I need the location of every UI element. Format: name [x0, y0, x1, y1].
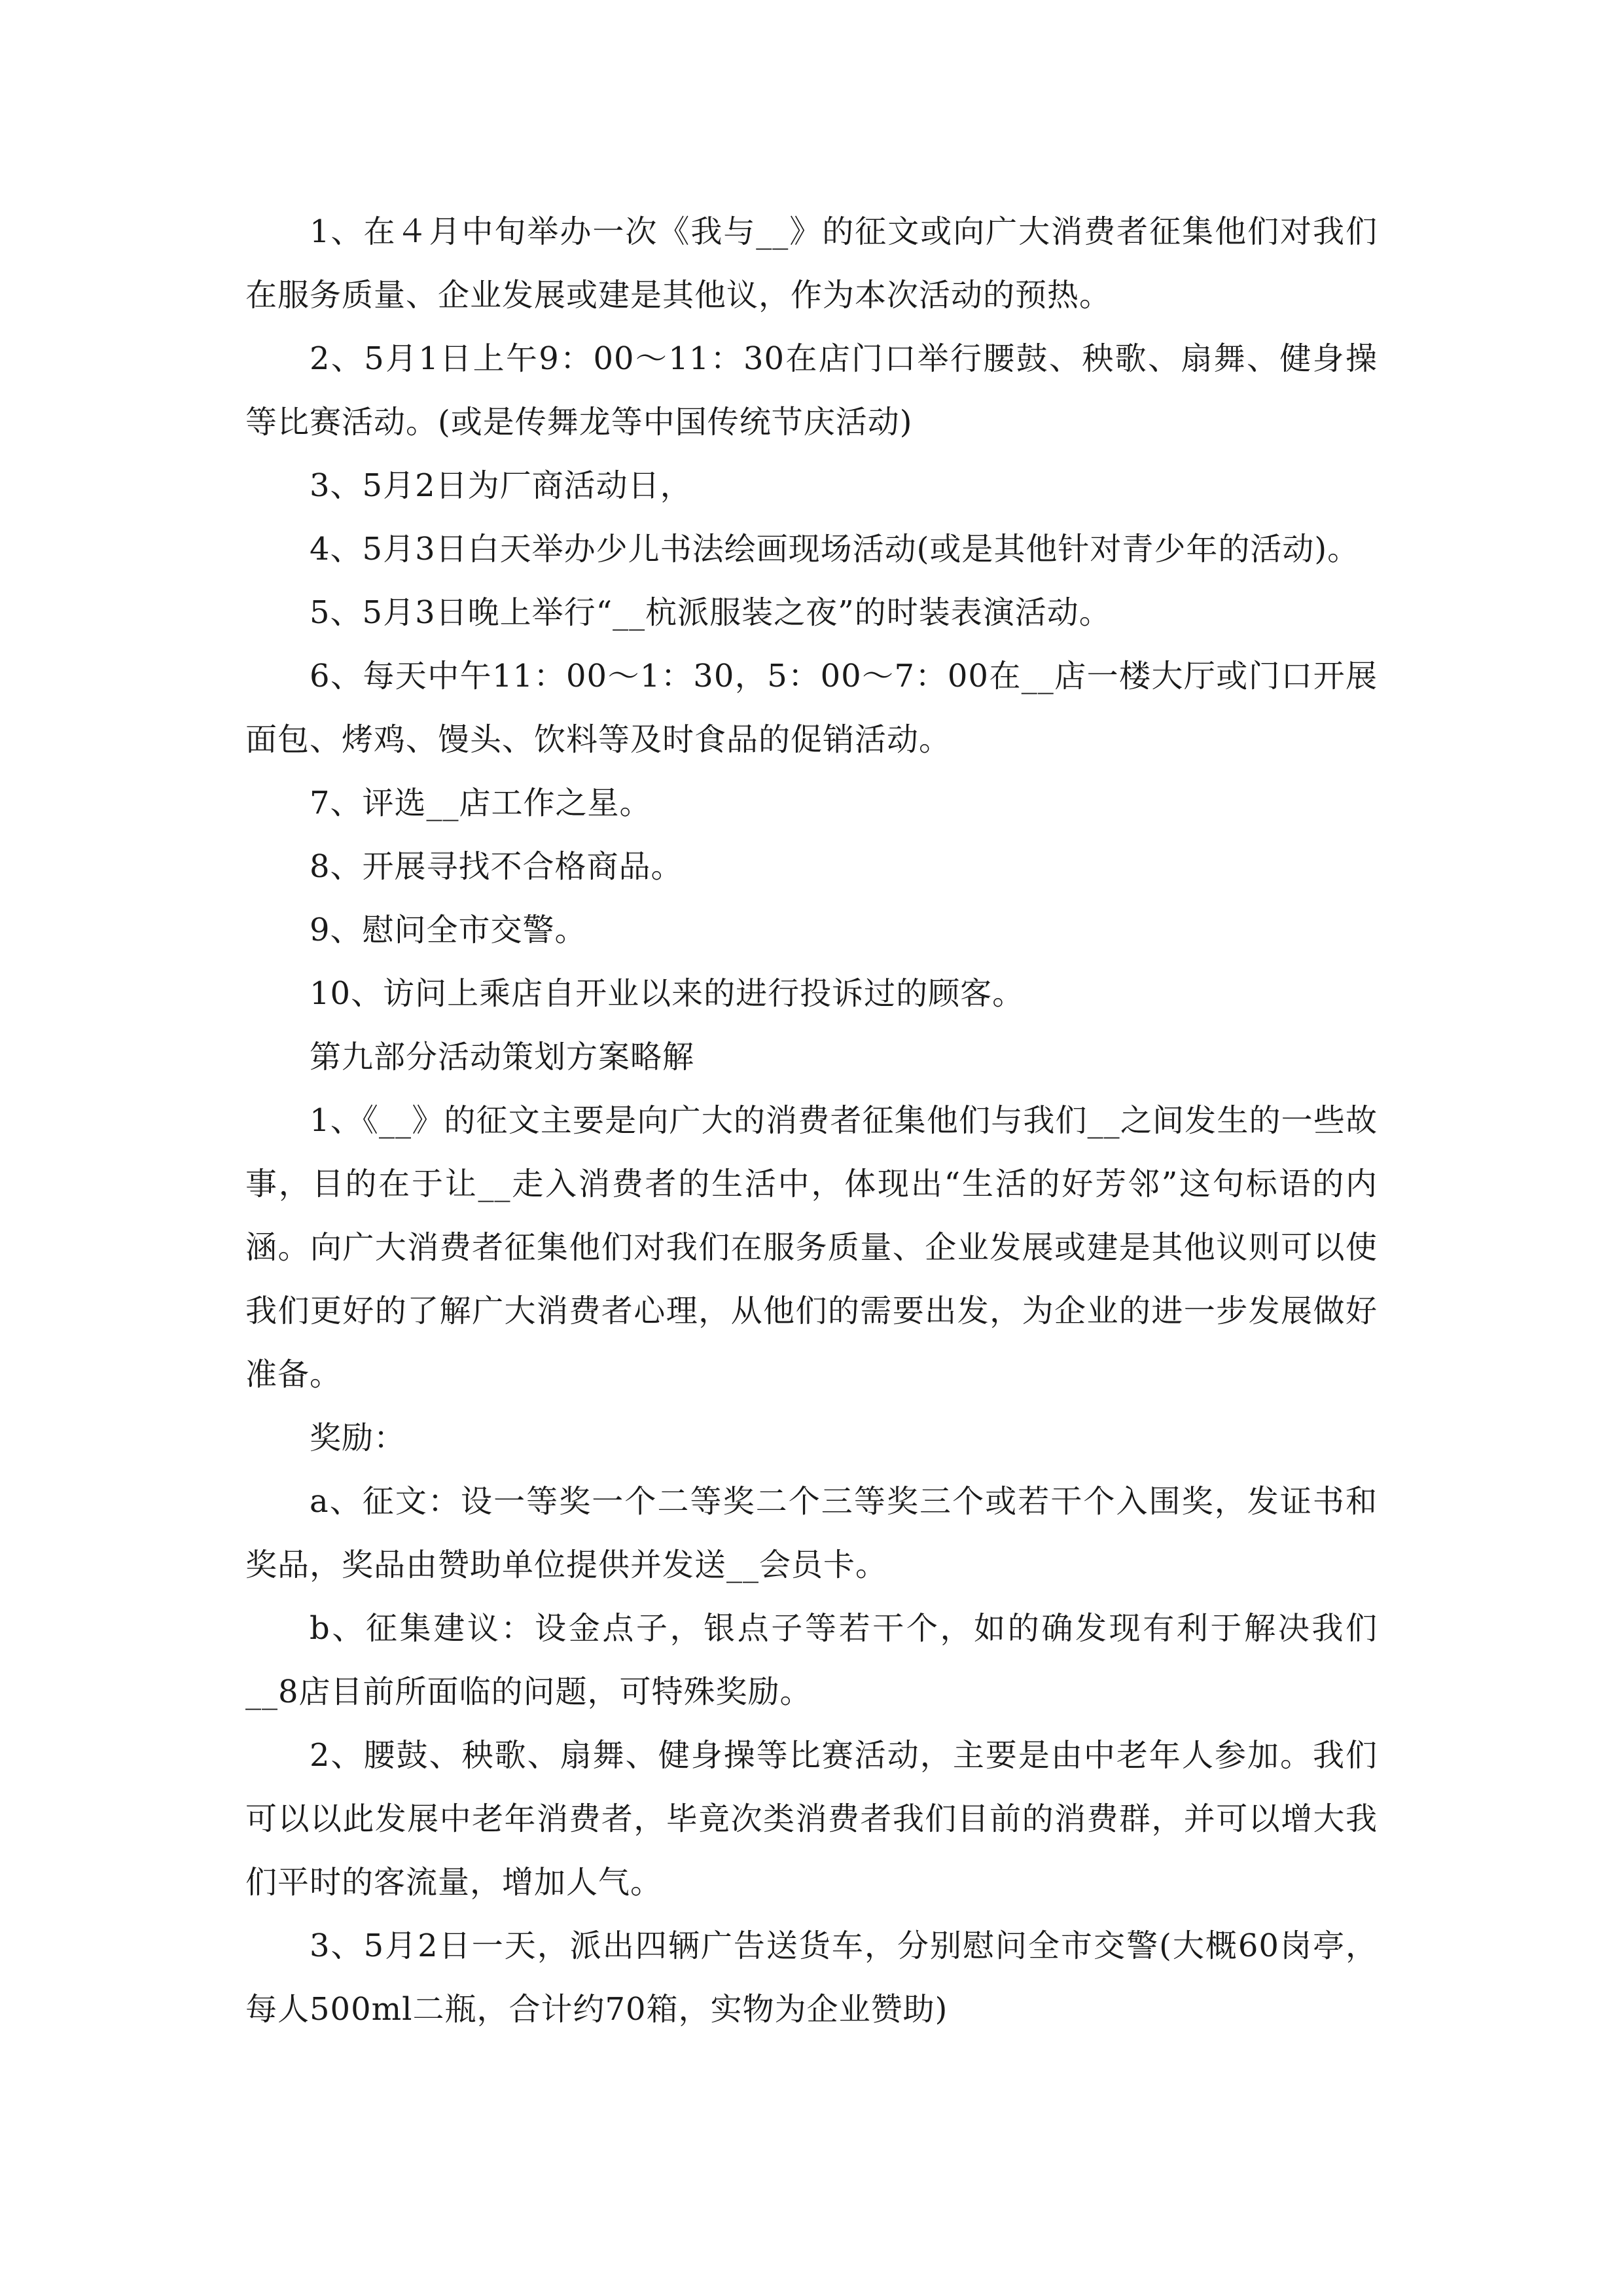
explanation-paragraph-2: 2、腰鼓、秧歌、扇舞、健身操等比赛活动，主要是由中老年人参加。我们可以以此发展中老年消费者，毕竟次类消费者我们目前的消费群，并可以增大我们平时的客流量，增加人气。 [245, 1737, 1378, 1901]
explanation-paragraph-3: 3、5月2日一天，派出四辆广告送货车，分别慰问全市交警(大概60岗亭，每人500ml二瓶，合计约70箱，实物为企业赞助) [245, 1928, 1378, 2028]
paragraph-item-8: 8、开展寻找不合格商品。 [310, 848, 683, 885]
paragraph-item-3: 3、5月2日为厂商活动日， [310, 467, 692, 504]
paragraph-item-7: 7、评选__店工作之星。 [310, 785, 652, 821]
paragraph-item-1: 1、在４月中旬举办一次《我与__》的征文或向广大消费者征集他们对我们在服务质量、企业发展或建是其他议，作为本次活动的预热。 [245, 213, 1378, 314]
paragraph-item-5: 5、5月3日晚上举行“__杭派服装之夜”的时装表演活动。 [310, 594, 1111, 631]
paragraph-item-2: 2、5月1日上午9：00～11：30在店门口举行腰鼓、秧歌、扇舞、健身操等比赛活动。(或是传舞龙等中国传统节庆活动) [245, 340, 1378, 440]
rewards-heading: 奖励： [310, 1420, 406, 1456]
explanation-paragraph-1: 1、《__》的征文主要是向广大的消费者征集他们与我们__之间发生的一些故事，目的在于让__走入消费者的生活中，体现出“生活的好芳邻”这句标语的内涵。向广大消费者征集他们对我们在服务质量、企业发展或建是其他议则可以使我们更好的了解广大消费者心理，从他们的需要出发，为企业的进一步发展做好准备。 [245, 1102, 1378, 1393]
paragraph-item-6: 6、每天中午11：00～1：30，5：00～7：00在__店一楼大厅或门口开展面包、烤鸡、馒头、饮料等及时食品的促销活动。 [245, 658, 1378, 758]
paragraph-item-10: 10、访问上乘店自开业以来的进行投诉过的顾客。 [310, 975, 1025, 1012]
section-heading: 第九部分活动策划方案略解 [310, 1039, 695, 1075]
reward-item-b: b、征集建议：设金点子，银点子等若干个，如的确发现有利于解决我们__8店目前所面临的问题，可特殊奖励。 [245, 1610, 1378, 1710]
reward-item-a: a、征文：设一等奖一个二等奖二个三等奖三个或若干个入围奖，发证书和奖品，奖品由赞助单位提供并发送__会员卡。 [245, 1483, 1378, 1583]
document-body [245, 200, 1378, 2041]
paragraph-item-4: 4、5月3日白天举办少儿书法绘画现场活动(或是其他针对青少年的活动)。 [310, 531, 1360, 567]
paragraph-item-9: 9、慰问全市交警。 [310, 912, 587, 948]
